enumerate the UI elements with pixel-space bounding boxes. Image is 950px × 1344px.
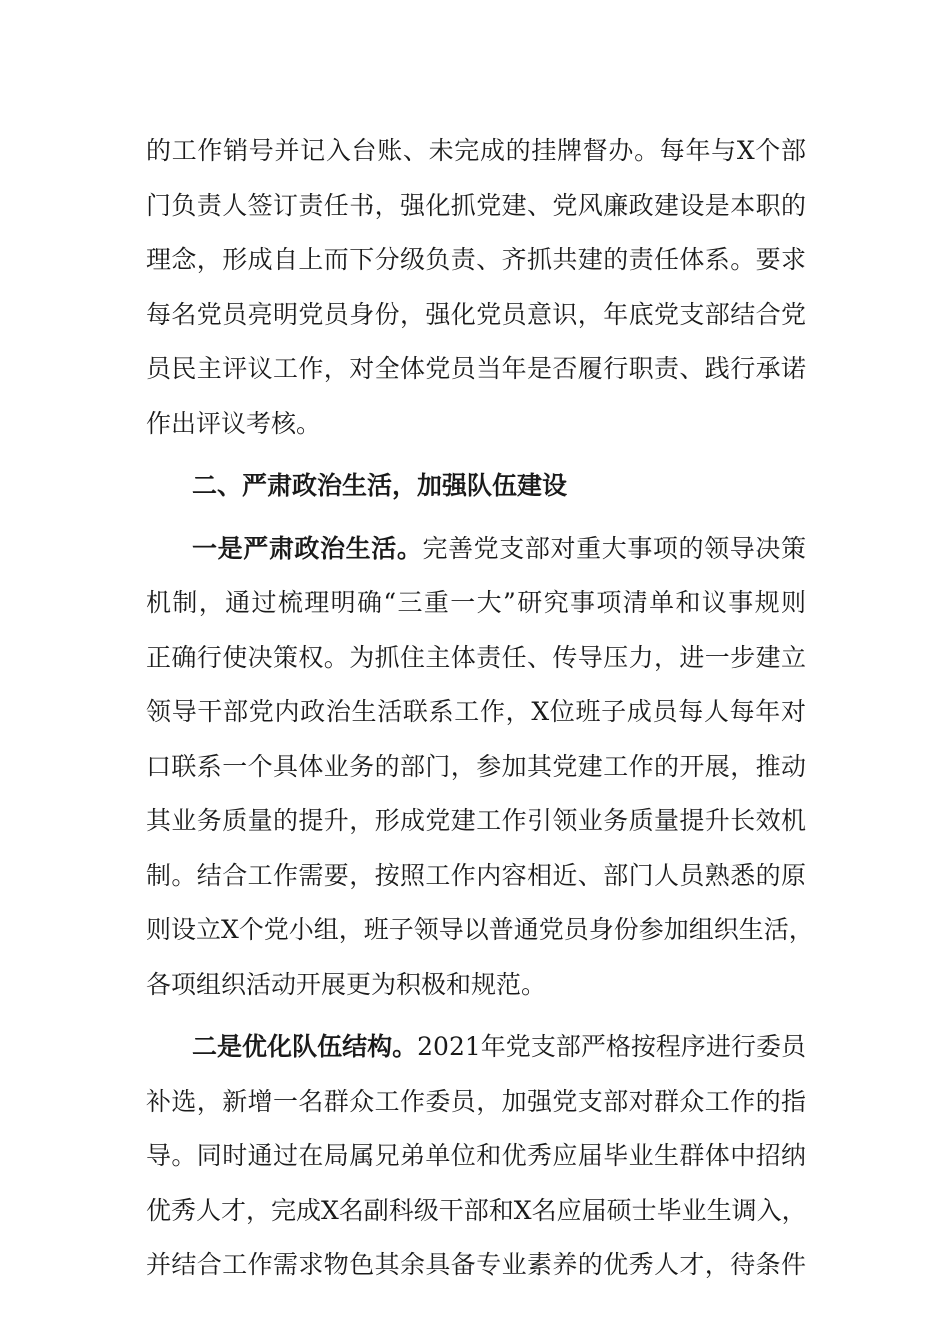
- text-line: 各项组织活动开展更为积极和规范。: [146, 969, 547, 999]
- text-line: 员民主评议工作，对全体党员当年是否履行职责、践行承诺: [146, 354, 806, 383]
- text-line: 每名党员亮明党员身份，强化党员意识，年底党支部结合党: [146, 299, 806, 329]
- text-line: 作出评议考核。: [146, 408, 322, 438]
- text-line: 补选，新增一名群众工作委员，加强党支部对群众工作的指: [146, 1086, 806, 1116]
- text-line: 口联系一个具体业务的部门，参加其党建工作的开展，推动: [146, 751, 806, 781]
- paragraph-team-structure: [146, 1020, 806, 1293]
- text-line: 正确行使决策权。为抓住主体责任、传导压力，进一步建立: [146, 642, 806, 672]
- paragraph-lead: 一是严肃政治生活。: [192, 533, 423, 563]
- text-run: 2021年党支部严格按程序进行委员: [417, 1032, 806, 1061]
- text-line-first: [146, 522, 806, 577]
- text-line: 领导干部党内政治生活联系工作，X位班子成员每人每年对: [146, 697, 806, 726]
- document-page: [146, 124, 814, 1293]
- text-line: 并结合工作需求物色其余具备专业素养的优秀人才，待条件: [146, 1250, 806, 1279]
- section-heading: 二、严肃政治生活，加强队伍建设: [192, 471, 568, 500]
- text-line: 导。同时通过在局属兄弟单位和优秀应届毕业生群体中招纳: [146, 1141, 806, 1170]
- paragraph-lead: 二是优化队伍结构。: [192, 1032, 418, 1061]
- text-line: 理念，形成自上而下分级负责、齐抓共建的责任体系。要求: [146, 245, 806, 274]
- text-line: 门负责人签订责任书，强化抓党建、党风廉政建设是本职的: [146, 190, 806, 220]
- paragraph-political-life: [146, 522, 814, 1013]
- text-line: 其业务质量的提升，形成党建工作引领业务质量提升长效机: [146, 806, 806, 835]
- text-line: 的工作销号并记入台账、未完成的挂牌督办。每年与X个部: [146, 136, 806, 165]
- text-line: 则设立X个党小组，班子领导以普通党员身份参加组织生活，: [146, 915, 814, 944]
- text-line: 机制，通过梳理明确“三重一大”研究事项清单和议事规则: [146, 588, 806, 617]
- text-line-first: [146, 1020, 806, 1075]
- text-run: 完善党支部对重大事项的领导决策: [422, 533, 806, 563]
- text-line: 制。结合工作需要，按照工作内容相近、部门人员熟悉的原: [146, 860, 806, 890]
- text-line: 优秀人才，完成X名副科级干部和X名应届硕士毕业生调入，: [146, 1195, 807, 1225]
- paragraph-continuation: [146, 124, 806, 451]
